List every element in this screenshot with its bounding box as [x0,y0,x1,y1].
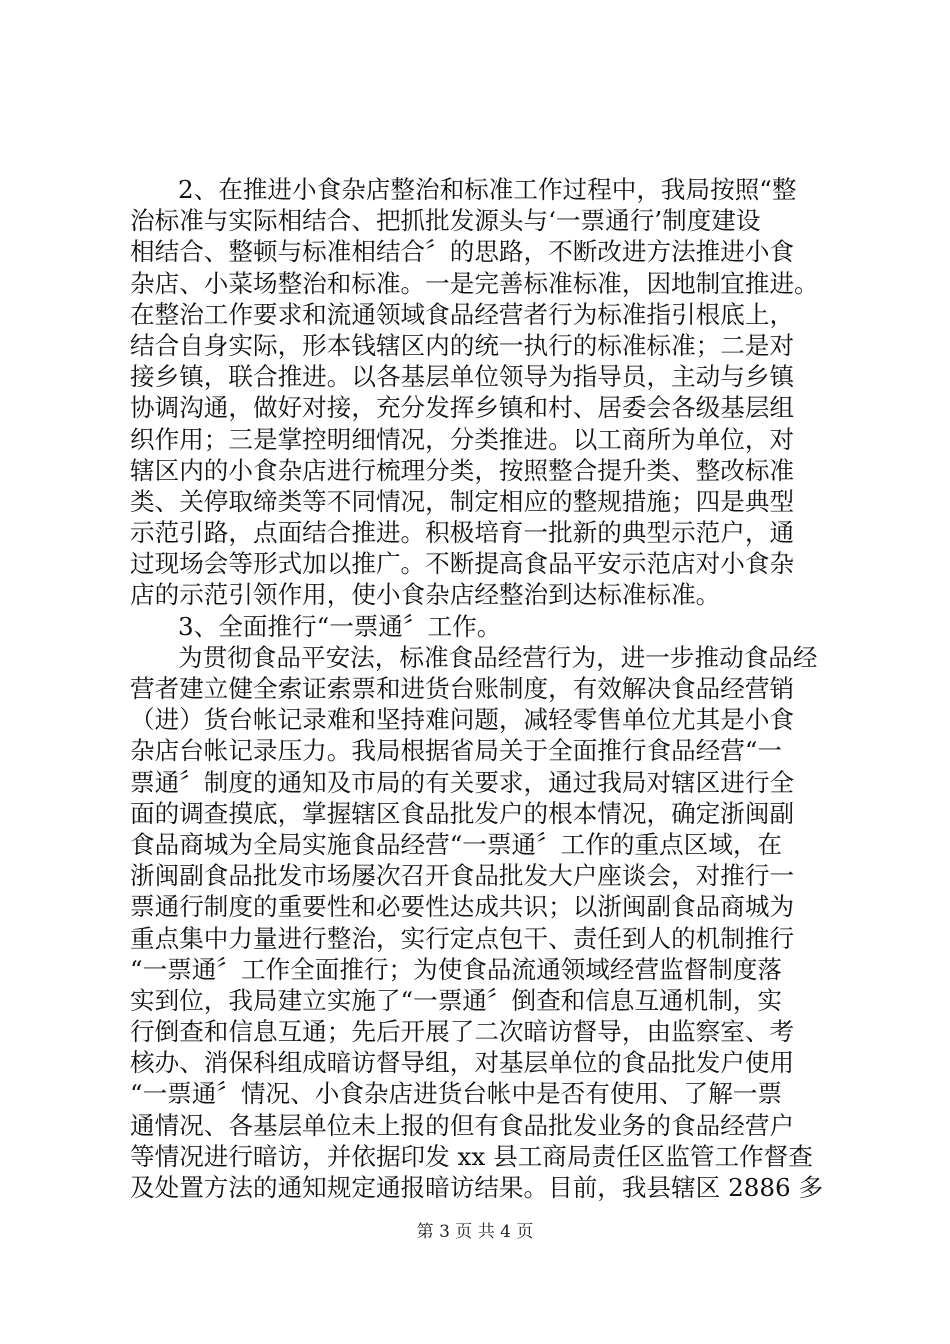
text-line: 在整治工作要求和流通领域食品经营者行为标准指引根底上， [130,299,795,329]
text-line: 杂店台帐记录压力。我局根据省局关于全面推行食品经营“一 [130,736,783,766]
text-line: 通情况、各基层单位未上报的但有食品批发业务的食品经营户 [130,1110,795,1140]
text-line: 治标准与实际相结合、把抓批发源头与‘一票通行’制度建设 [130,206,761,236]
text-line: 杂店、小菜场整治和标准。一是完善标准标准，因地制宜推进。 [130,268,819,298]
text-line: 2、在推进小食杂店整治和标准工作过程中，我局按照“整 [178,175,797,204]
text-line: 示范引路，点面结合推进。积极培育一批新的典型示范户，通 [130,518,795,548]
text-line: 接乡镇，联合推进。以各基层单位领导为指导员，主动与乡镇 [130,362,795,392]
document-body [130,174,830,1203]
text-line: 重点集中力量进行整治，实行定点包干、责任到人的机制推行 [130,923,795,953]
text-line: 票通〞制度的通知及市局的有关要求，通过我局对辖区进行全 [130,767,795,797]
text-line: 票通行制度的重要性和必要性达成共识；以浙闽副食品商城为 [130,892,795,922]
text-line: 织作用；三是掌控明细情况，分类推进。以工商所为单位，对 [130,424,795,454]
text-line: 食品商城为全局实施食品经营“一票通〞工作的重点区域，在 [130,829,783,859]
text-line: 营者建立健全索证索票和进货台账制度，有效解决食品经营销 [130,674,795,703]
text-line: 等情况进行暗访，并依据印发 xx 县工商局责任区监管工作督查 [130,1141,813,1171]
text-line: 为贯彻食品平安法，标准食品经营行为，进一步推动食品经 [178,642,818,672]
page-number: 第 3 页 共 4 页 [416,1222,534,1242]
text-line: 浙闽副食品批发市场屡次召开食品批发大户座谈会，对推行一 [130,861,795,891]
text-line: 行倒查和信息互通；先后开展了二次暗访督导，由监察室、考 [130,1017,795,1047]
text-line: 协调沟通，做好对接，充分发挥乡镇和村、居委会各级基层组 [130,393,795,423]
page-footer [0,1217,950,1242]
text-line: 结合自身实际，形本钱辖区内的统一执行的标准标准；二是对 [130,330,795,360]
text-line: （进）货台帐记录难和坚持难问题，减轻零售单位尤其是小食 [130,705,795,735]
text-line: 过现场会等形式加以推广。不断提高食品平安示范店对小食杂 [130,549,795,579]
text-line: 辖区内的小食杂店进行梳理分类，按照整合提升类、整改标准 [130,455,795,485]
text-line: “一票通〞工作全面推行；为使食品流通领域经营监督制度落 [130,954,783,984]
text-line: 相结合、整顿与标准相结合〞的思路，不断改进方法推进小食 [130,237,795,267]
text-line: “一票通〞情况、小食杂店进货台帐中是否有使用、了解一票 [130,1079,783,1109]
text-line: 核办、消保科组成暗访督导组，对基层单位的食品批发户使用 [130,1048,795,1078]
text-line: 实到位，我局建立实施了“一票通〞倒查和信息互通机制，实 [130,985,783,1015]
text-line: 类、关停取缔类等不同情况，制定相应的整规措施；四是典型 [130,486,795,516]
text-line: 面的调查摸底，掌握辖区食品批发户的根本情况，确定浙闽副 [130,798,795,828]
text-line: 及处置方法的通知规定通报暗访结果。目前，我县辖区 2886 多 [130,1173,824,1202]
section-heading: 3、全面推行“一票通〞工作。 [178,611,502,641]
text-line: 店的示范引领作用，使小食杂店经整治到达标准标准。 [130,580,721,610]
